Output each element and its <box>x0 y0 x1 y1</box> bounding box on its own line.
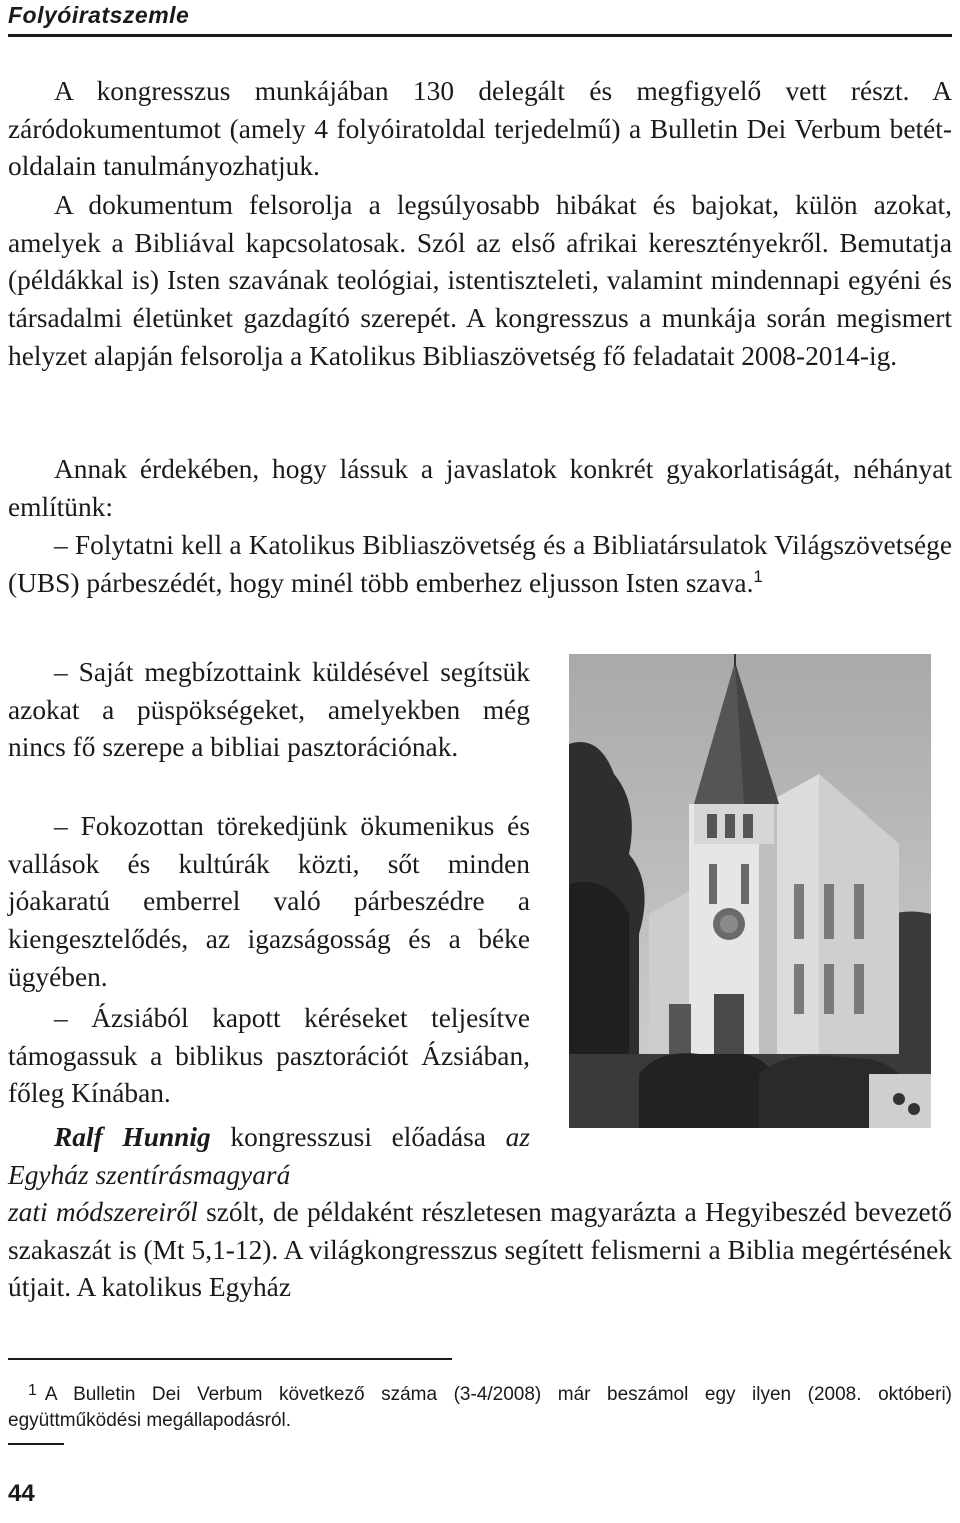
paragraph-hunnig-start <box>8 1119 530 1194</box>
footnote-divider <box>8 1358 452 1360</box>
lecture-title-part1: az Egyház szentírásmagyará <box>8 1122 530 1190</box>
church-photo <box>569 654 931 1128</box>
footnote-reference[interactable]: 1 <box>753 566 763 586</box>
page-number: 44 <box>8 1480 35 1507</box>
lecture-title-part2: zati módszereiről <box>8 1197 198 1227</box>
header-rule <box>8 34 952 37</box>
footnote-number: 1 <box>28 1382 37 1399</box>
list-item-ecumenism: – Fokozottan törekedjünk ökumenikus és vallások és kultúrák közti, sőt minden jóakaratú emberrel való párbeszédre a kiengesztelődés, az igazságosság és a béke ügyében. <box>8 811 530 992</box>
paragraph-document: A dokumentum felsorolja a legsúlyosabb hibákat és bajokat, külön azokat, amelyek a Bibliával kapcsolatosak. Szól az első afrikai keresztényekről. Bemutatja (példákkal is) Isten szavának teológiai, istentiszteleti, valamint mindennapi egyéni és társadalmi életünket gazdagító szerepét. A kongresszus a munkája során megismert helyzet alapján felsorolja a Katolikus Bibliaszövetség fő feladatait 2008-2014-ig. <box>8 190 952 371</box>
list-item-delegates: – Saját megbízottaink küldésével segítsük azokat a püspökségeket, amelyekben még nincs fő szerepe a bibliai pasztorációnak. <box>8 657 530 763</box>
paragraph-congress: A kongresszus munkájában 130 delegált és megfigyelő vett részt. A záródokumentumot (amely 4 folyóiratoldal terjedelmű) a Bulletin Dei Verbum betét-oldalain tanulmányozhatjuk. <box>8 76 952 182</box>
page-number-rule <box>8 1443 64 1445</box>
paragraph-hunnig-text: kongresszusi előadása <box>210 1122 506 1152</box>
footnote-text: A Bulletin Dei Verbum következő száma (3-4/2008) már beszámol egy ilyen (2008. októberi) együttműködési megállapodásról. <box>8 1384 952 1431</box>
list-item-asia: – Ázsiából kapott kéréseket teljesítve támogassuk a biblikus pasztorációt Ázsiában, főleg Kínában. <box>8 1003 530 1109</box>
list-item-dialogue <box>8 527 952 602</box>
paragraph-hunnig-continuation: szólt, de példaként részletesen magyarázta a Hegyibeszéd bevezető szakaszát is (Mt 5,1-12). A világkongresszus segített felismerni a Biblia megértésének útjait. A katolikus Egyház <box>8 1197 952 1303</box>
paragraph-suggestions-intro: Annak érdekében, hogy lássuk a javaslatok konkrét gyakorlatiságát, néhányat említünk: <box>8 454 952 522</box>
list-item-dialogue-text: – Folytatni kell a Katolikus Bibliaszövetség és a Bibliatársulatok Világszövetsége (UBS) párbeszédét, hogy minél több emberhez eljusson Isten szava. <box>8 530 952 598</box>
footnote <box>8 1378 952 1434</box>
running-header: Folyóiratszemle <box>8 2 190 28</box>
speaker-name: Ralf Hunnig <box>54 1122 211 1152</box>
paragraph-hunnig-end <box>8 1194 952 1307</box>
